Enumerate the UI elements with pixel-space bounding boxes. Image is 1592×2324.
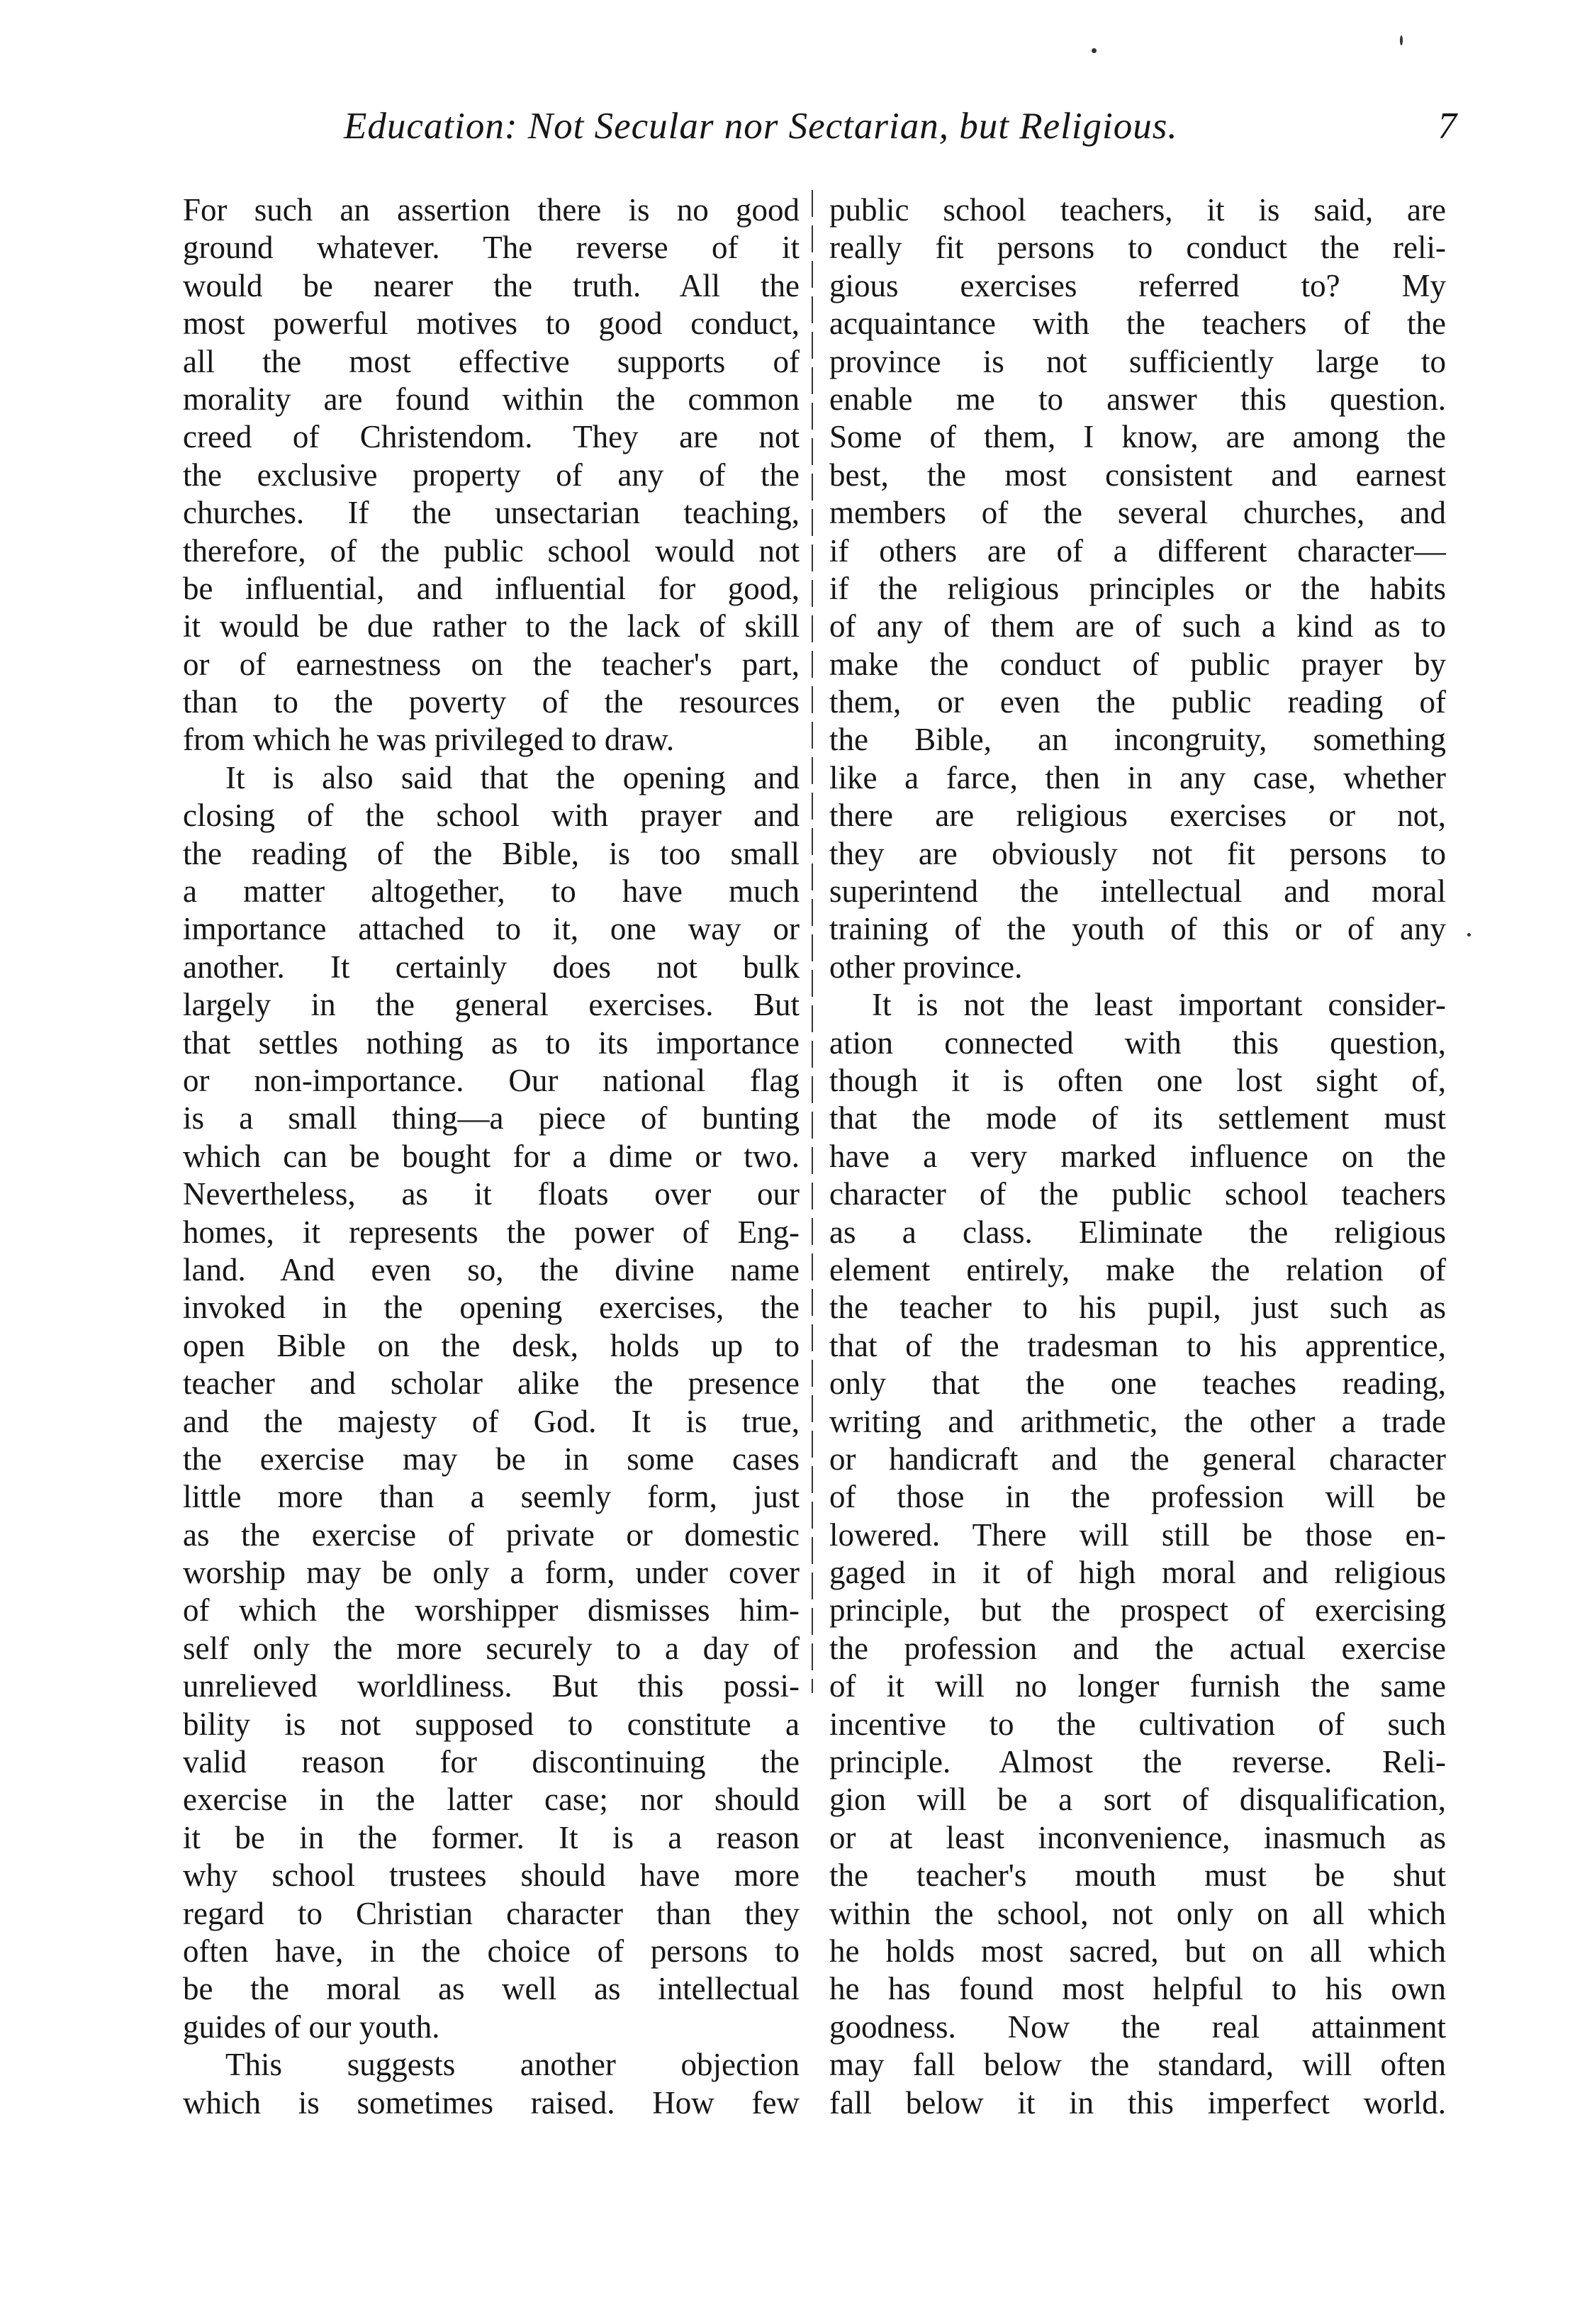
text-line: open Bible on the desk, holds up to [183, 1327, 800, 1363]
text-line: it would be due rather to the lack of skill [183, 608, 800, 644]
text-line: or non-importance. Our national flag [183, 1062, 800, 1098]
text-line: which can be bought for a dime or two. [183, 1138, 800, 1174]
text-line: gaged in it of high moral and religious [829, 1555, 1446, 1591]
text-line: the teacher to his pupil, just such as [829, 1290, 1446, 1326]
text-line: of it will no longer furnish the same [829, 1668, 1446, 1704]
text-line: other province. [829, 949, 1023, 985]
text-line: Nevertheless, as it floats over our [183, 1176, 800, 1212]
print-speck [1092, 48, 1097, 53]
text-line: from which he was privileged to draw. [183, 722, 675, 758]
text-line: unrelieved worldliness. But this possi- [183, 1668, 800, 1704]
column-rule [812, 190, 813, 1693]
print-speck [1400, 35, 1403, 45]
text-line: the teacher's mouth must be shut [829, 1857, 1446, 1894]
text-line: which is sometimes raised. How few [183, 2084, 800, 2121]
text-line: element entirely, make the relation of [829, 1251, 1446, 1287]
text-line: best, the most consistent and earnest [829, 457, 1446, 493]
text-line: gious exercises referred to? My [829, 267, 1446, 303]
text-line: regard to Christian character than they [183, 1895, 800, 1931]
text-line: or at least inconvenience, inasmuch as [829, 1819, 1446, 1855]
text-line: valid reason for discontinuing the [183, 1744, 800, 1780]
text-line: importance attached to it, one way or [183, 911, 800, 947]
text-line: like a farce, then in any case, whether [829, 759, 1446, 795]
text-line: invoked in the opening exercises, the [183, 1290, 800, 1326]
text-line: teacher and scholar alike the presence [183, 1365, 800, 1402]
text-line: may fall below the standard, will often [829, 2047, 1446, 2083]
text-line: often have, in the choice of persons to [183, 1933, 800, 1969]
text-line: acquaintance with the teachers of the [829, 306, 1446, 342]
text-line: it be in the former. It is a reason [183, 1819, 800, 1855]
text-line: worship may be only a form, under cover [183, 1555, 800, 1591]
text-line: lowered. There will still be those en- [829, 1516, 1446, 1553]
text-line: homes, it represents the power of Eng- [183, 1214, 800, 1250]
text-line: within the school, not only on all which [829, 1895, 1446, 1931]
text-line: really fit persons to conduct the reli- [829, 230, 1446, 266]
text-line: writing and arithmetic, the other a trade [829, 1403, 1446, 1439]
text-line: guides of our youth. [183, 2009, 440, 2045]
text-line: This suggests another objection [225, 2047, 800, 2083]
text-line: the reading of the Bible, is too small [183, 835, 800, 871]
text-line: he has found most helpful to his own [829, 1971, 1446, 2007]
text-line: that settles nothing as to its importance [183, 1024, 800, 1061]
text-line: goodness. Now the real attainment [829, 2009, 1446, 2045]
text-line: if others are of a different character— [829, 532, 1446, 569]
text-line: Some of them, I know, are among the [829, 419, 1446, 455]
text-line: only that the one teaches reading, [829, 1365, 1446, 1402]
text-line: or of earnestness on the teacher's part, [183, 646, 800, 682]
text-line: and the majesty of God. It is true, [183, 1403, 800, 1439]
text-line: province is not sufficiently large to [829, 343, 1446, 379]
text-line: they are obviously not fit persons to [829, 835, 1446, 871]
text-line: them, or even the public reading of [829, 684, 1446, 720]
text-line: members of the several churches, and [829, 495, 1446, 531]
text-line: incentive to the cultivation of such [829, 1706, 1446, 1742]
text-line: though it is often one lost sight of, [829, 1062, 1446, 1098]
text-line: enable me to answer this question. [829, 381, 1446, 417]
text-line: most powerful motives to good conduct, [183, 306, 800, 342]
text-line: if the religious principles or the habits [829, 570, 1446, 606]
text-line: For such an assertion there is no good [183, 192, 800, 228]
page-number: 7 [1437, 106, 1457, 147]
text-line: largely in the general exercises. But [183, 987, 800, 1023]
text-line: therefore, of the public school would not [183, 532, 800, 569]
text-line: exercise in the latter case; nor should [183, 1782, 800, 1818]
text-line: principle, but the prospect of exercising [829, 1592, 1446, 1629]
running-head-title: Education: Not Secular nor Sectarian, but Religious. [344, 106, 1178, 147]
text-line: there are religious exercises or not, [829, 798, 1446, 834]
text-line: or handicraft and the general character [829, 1441, 1446, 1477]
text-line: make the conduct of public prayer by [829, 646, 1446, 682]
text-line: of those in the profession will be [829, 1479, 1446, 1515]
left-text-column [183, 191, 800, 2122]
text-line: would be nearer the truth. All the [183, 267, 800, 303]
text-line: fall below it in this imperfect world. [829, 2084, 1446, 2121]
text-line: why school trustees should have more [183, 1857, 800, 1894]
text-line: be influential, and influential for good, [183, 570, 800, 606]
text-line: all the most effective supports of [183, 343, 800, 379]
text-line: ation connected with this question, [829, 1024, 1446, 1061]
text-line: morality are found within the common [183, 381, 800, 417]
text-line: bility is not supposed to constitute a [183, 1706, 800, 1742]
text-line: he holds most sacred, but on all which [829, 1933, 1446, 1969]
text-line: little more than a seemly form, just [183, 1479, 800, 1515]
text-line: training of the youth of this or of any [829, 911, 1446, 947]
text-line: that of the tradesman to his apprentice, [829, 1327, 1446, 1363]
text-line: public school teachers, it is said, are [829, 192, 1446, 228]
text-line: self only the more securely to a day of [183, 1630, 800, 1666]
text-line: land. And even so, the divine name [183, 1251, 800, 1287]
text-line: have a very marked influence on the [829, 1138, 1446, 1174]
text-line: ground whatever. The reverse of it [183, 230, 800, 266]
text-line: be the moral as well as intellectual [183, 1971, 800, 2007]
text-line: that the mode of its settlement must [829, 1100, 1446, 1136]
text-line: the profession and the actual exercise [829, 1630, 1446, 1666]
text-line: as the exercise of private or domestic [183, 1516, 800, 1553]
text-line: closing of the school with prayer and [183, 798, 800, 834]
text-line: of any of them are of such a kind as to [829, 608, 1446, 644]
text-line: as a class. Eliminate the religious [829, 1214, 1446, 1250]
text-line: of which the worshipper dismisses him- [183, 1592, 800, 1629]
text-line: It is not the least important consider- [872, 987, 1446, 1023]
print-speck [1467, 933, 1471, 937]
text-line: principle. Almost the reverse. Reli- [829, 1744, 1446, 1780]
text-line: another. It certainly does not bulk [183, 949, 800, 985]
text-line: is a small thing—a piece of bunting [183, 1100, 800, 1136]
text-line: superintend the intellectual and moral [829, 873, 1446, 910]
text-line: gion will be a sort of disqualification, [829, 1782, 1446, 1818]
running-header [181, 105, 1457, 162]
text-line: a matter altogether, to have much [183, 873, 800, 910]
right-text-column [829, 191, 1446, 2122]
text-line: character of the public school teachers [829, 1176, 1446, 1212]
text-line: It is also said that the opening and [225, 759, 800, 795]
text-line: churches. If the unsectarian teaching, [183, 495, 800, 531]
text-line: than to the poverty of the resources [183, 684, 800, 720]
text-line: the Bible, an incongruity, something [829, 722, 1446, 758]
text-line: creed of Christendom. They are not [183, 419, 800, 455]
text-line: the exercise may be in some cases [183, 1441, 800, 1477]
text-line: the exclusive property of any of the [183, 457, 800, 493]
